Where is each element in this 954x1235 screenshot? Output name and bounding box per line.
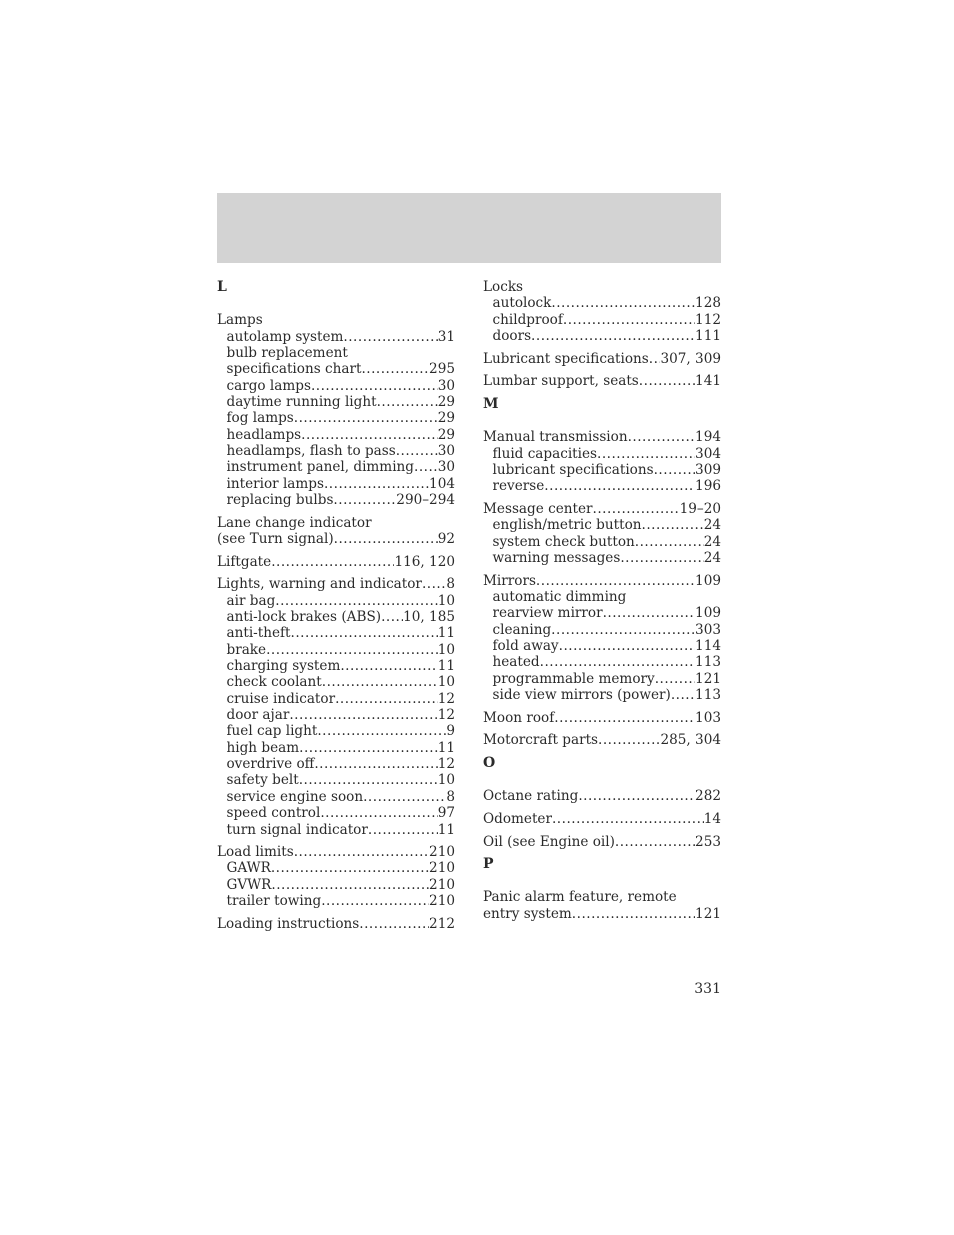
entry-page-ref: 19–20 <box>679 500 721 517</box>
dot-leader <box>321 893 429 909</box>
entry-label: rearview mirror <box>492 605 603 622</box>
index-entry <box>217 576 455 838</box>
index-heading <box>217 554 455 570</box>
index-entry <box>483 811 721 827</box>
entry-label: doors <box>492 328 532 345</box>
index-subentry <box>217 459 455 475</box>
entry-label: Lane change indicator <box>217 514 372 531</box>
dot-leader <box>598 732 660 748</box>
dot-leader <box>597 446 695 462</box>
entry-page-ref: 112 <box>695 311 721 328</box>
entry-label: warning messages <box>492 549 621 566</box>
entry-label: autolamp system <box>226 328 344 345</box>
dot-leader <box>540 654 695 670</box>
entry-page-ref: 309 <box>695 461 721 478</box>
dot-leader <box>299 772 438 788</box>
dot-leader <box>615 834 695 850</box>
index-subentry <box>217 378 455 394</box>
index-subentry <box>217 707 455 723</box>
dot-leader <box>271 877 429 893</box>
dot-leader <box>334 531 438 547</box>
index-entry <box>483 889 721 922</box>
dot-leader <box>554 710 695 726</box>
entry-label: air bag <box>226 592 276 609</box>
index-subentry <box>217 822 455 838</box>
dot-leader <box>377 394 438 410</box>
entry-page-ref: 210 <box>429 876 455 893</box>
index-subentry <box>217 593 455 609</box>
entry-page-ref: 128 <box>695 295 721 312</box>
dot-leader <box>578 788 695 804</box>
dot-leader <box>654 462 695 478</box>
entry-label: fluid capacities <box>492 445 598 462</box>
index-subentry <box>483 550 721 566</box>
entry-label: entry system <box>483 905 572 922</box>
entry-label: reverse <box>492 478 545 495</box>
dot-leader <box>294 410 438 426</box>
section-letter: L <box>217 279 227 295</box>
dot-leader <box>361 361 429 377</box>
dot-leader <box>271 554 394 570</box>
entry-page-ref: 253 <box>695 833 721 850</box>
dot-leader <box>299 740 438 756</box>
index-entry <box>483 279 721 344</box>
index-heading <box>483 889 721 905</box>
entry-page-ref: 10 <box>437 641 455 658</box>
entry-page-ref: 12 <box>437 690 455 707</box>
entry-label: bulb replacement <box>226 344 348 361</box>
dot-leader <box>311 378 438 394</box>
entry-label: Odometer <box>483 810 552 827</box>
entry-page-ref: 304 <box>695 445 721 462</box>
dot-leader <box>294 844 429 860</box>
entry-label: trailer towing <box>226 893 322 910</box>
entry-label: Moon roof <box>483 709 555 726</box>
index-heading <box>483 373 721 389</box>
dot-leader <box>275 593 437 609</box>
entry-label: system check button <box>492 533 635 550</box>
index-subentry <box>483 687 721 703</box>
entry-label: headlamps <box>226 426 302 443</box>
entry-label: replacing bulbs <box>226 492 334 509</box>
index-subentry <box>217 860 455 876</box>
entry-label: heated <box>492 654 540 671</box>
entry-label: lubricant specifications <box>492 461 654 478</box>
entry-page-ref: 11 <box>437 625 455 642</box>
entry-page-ref: 116, 120 <box>394 553 455 570</box>
index-subentry <box>217 805 455 821</box>
entry-page-ref: 8 <box>446 576 455 593</box>
index-subentry <box>217 658 455 674</box>
entry-label: Octane rating <box>483 788 579 805</box>
index-heading <box>217 531 455 547</box>
index-column-right <box>483 279 721 928</box>
entry-page-ref: 31 <box>437 328 455 345</box>
index-subentry <box>217 361 455 377</box>
entry-page-ref: 92 <box>437 531 455 548</box>
entry-label: Load limits <box>217 844 294 861</box>
index-subentry <box>217 642 455 658</box>
index-subentry <box>483 605 721 621</box>
index-subentry <box>483 462 721 478</box>
index-subentry <box>217 329 455 345</box>
index-subentry <box>483 654 721 670</box>
dot-leader <box>291 625 438 641</box>
index-entry <box>483 429 721 494</box>
dot-leader <box>271 860 429 876</box>
entry-page-ref: 113 <box>695 654 721 671</box>
dot-leader <box>363 789 446 805</box>
entry-label: GVWR <box>226 876 272 893</box>
entry-page-ref: 104 <box>429 475 455 492</box>
index-subentry <box>483 589 721 605</box>
index-subentry <box>217 410 455 426</box>
entry-label: high beam <box>226 739 300 756</box>
index-subentry <box>217 740 455 756</box>
entry-page-ref: 285, 304 <box>660 732 721 749</box>
entry-page-ref: 30 <box>437 443 455 460</box>
index-subentry <box>217 723 455 739</box>
index-subentry <box>217 893 455 909</box>
entry-page-ref: 212 <box>429 915 455 932</box>
entry-label: check coolant <box>226 674 322 691</box>
dot-leader <box>635 534 704 550</box>
entry-label: brake <box>226 641 267 658</box>
entry-label: charging system <box>226 658 341 675</box>
entry-label: speed control <box>226 805 321 822</box>
index-entry <box>483 834 721 850</box>
index-subentry <box>483 534 721 550</box>
dot-leader <box>628 429 695 445</box>
index-heading <box>483 732 721 748</box>
entry-label: programmable memory <box>492 670 655 687</box>
index-heading <box>483 279 721 295</box>
entry-label: headlamps, flash to pass <box>226 443 396 460</box>
entry-label: daytime running light <box>226 394 377 411</box>
entry-page-ref: 12 <box>437 707 455 724</box>
index-subentry <box>483 328 721 344</box>
index-heading <box>483 811 721 827</box>
dot-leader <box>335 691 438 707</box>
entry-page-ref: 303 <box>695 621 721 638</box>
index-subentry <box>483 517 721 533</box>
index-entry <box>483 710 721 726</box>
entry-label: service engine soon <box>226 788 364 805</box>
entry-label: cargo lamps <box>226 377 311 394</box>
index-subentry <box>217 789 455 805</box>
entry-page-ref: 14 <box>703 810 721 827</box>
index-entry <box>483 732 721 748</box>
entry-label: specifications chart <box>226 361 362 378</box>
header-band <box>217 193 721 263</box>
index-entry <box>483 501 721 566</box>
entry-label: Liftgate <box>217 553 272 570</box>
entry-page-ref: 24 <box>703 517 721 534</box>
entry-label: safety belt <box>226 772 299 789</box>
index-heading <box>217 844 455 860</box>
index-subentry <box>483 312 721 328</box>
index-subentry <box>483 638 721 654</box>
entry-page-ref: 109 <box>695 572 721 589</box>
entry-label: fuel cap light <box>226 723 318 740</box>
dot-leader <box>396 443 438 459</box>
entry-page-ref: 114 <box>695 637 721 654</box>
entry-page-ref: 10, 185 <box>403 609 455 626</box>
index-subentry <box>217 772 455 788</box>
index-heading <box>483 573 721 589</box>
index-subentry <box>217 756 455 772</box>
index-entry <box>483 573 721 704</box>
index-subentry <box>217 877 455 893</box>
index-heading <box>483 710 721 726</box>
dot-leader <box>649 351 661 367</box>
entry-page-ref: 11 <box>437 658 455 675</box>
entry-label: GAWR <box>226 860 271 877</box>
entry-page-ref: 282 <box>695 788 721 805</box>
dot-leader <box>324 476 429 492</box>
index-subentry <box>483 671 721 687</box>
page-number: 331 <box>694 981 721 997</box>
index-heading <box>483 788 721 804</box>
entry-page-ref: 196 <box>695 478 721 495</box>
dot-leader <box>340 658 437 674</box>
dot-leader <box>422 576 446 592</box>
dot-leader <box>314 756 437 772</box>
entry-label: interior lamps <box>226 475 324 492</box>
dot-leader <box>320 805 437 821</box>
entry-label: automatic dimming <box>492 588 627 605</box>
dot-leader <box>551 295 695 311</box>
dot-leader <box>266 642 438 658</box>
dot-leader <box>551 622 695 638</box>
dot-leader <box>620 550 703 566</box>
dot-leader <box>559 638 695 654</box>
entry-page-ref: 29 <box>437 394 455 411</box>
dot-leader <box>289 707 437 723</box>
index-subentry <box>217 427 455 443</box>
dot-leader <box>642 517 704 533</box>
entry-label: Panic alarm feature, remote <box>483 889 677 906</box>
index-entry <box>217 916 455 932</box>
entry-label: (see Turn signal) <box>217 531 334 548</box>
entry-label: instrument panel, dimming <box>226 459 414 476</box>
entry-label: Loading instructions <box>217 915 360 932</box>
entry-label: fold away <box>492 637 559 654</box>
entry-label: Mirrors <box>483 572 536 589</box>
entry-label: Lumbar support, seats <box>483 373 639 390</box>
entry-page-ref: 11 <box>437 739 455 756</box>
entry-label: Lights, warning and indicator <box>217 576 422 593</box>
entry-page-ref: 30 <box>437 459 455 476</box>
entry-page-ref: 103 <box>695 709 721 726</box>
entry-page-ref: 29 <box>437 410 455 427</box>
index-subentry <box>217 609 455 625</box>
index-subentry <box>217 345 455 361</box>
entry-page-ref: 290–294 <box>396 492 455 509</box>
dot-leader <box>593 501 680 517</box>
entry-label: side view mirrors (power) <box>492 687 671 703</box>
entry-label: Oil (see Engine oil) <box>483 833 615 850</box>
index-entry <box>217 844 455 909</box>
index-subentry <box>217 674 455 690</box>
index-subentry <box>217 625 455 641</box>
section-letter: O <box>483 754 496 771</box>
index-heading <box>483 834 721 850</box>
section-letter: M <box>483 395 499 412</box>
entry-page-ref: 8 <box>446 788 455 805</box>
dot-leader <box>655 671 695 687</box>
entry-page-ref: 24 <box>703 533 721 550</box>
entry-label: Lamps <box>217 312 263 329</box>
dot-leader <box>343 329 437 345</box>
entry-page-ref: 307, 309 <box>660 350 721 367</box>
index-heading <box>217 916 455 932</box>
dot-leader <box>414 459 438 475</box>
dot-leader <box>563 312 695 328</box>
entry-page-ref: 210 <box>429 893 455 910</box>
index-heading <box>217 312 455 328</box>
index-subentry <box>217 492 455 508</box>
entry-page-ref: 9 <box>446 723 455 740</box>
entry-label: Motorcraft parts <box>483 732 599 749</box>
entry-page-ref: 210 <box>429 860 455 877</box>
index-subentry <box>217 443 455 459</box>
dot-leader <box>531 328 695 344</box>
entry-page-ref: 30 <box>437 377 455 394</box>
section-letter: P <box>483 856 494 873</box>
entry-page-ref: 109 <box>695 605 721 622</box>
index-heading <box>483 906 721 922</box>
index-entry <box>217 515 455 548</box>
entry-label: anti-lock brakes (ABS) <box>226 609 382 626</box>
entry-page-ref: 121 <box>695 905 721 922</box>
index-heading <box>483 429 721 445</box>
index-subentry <box>217 394 455 410</box>
dot-leader <box>552 811 704 827</box>
entry-page-ref: 141 <box>695 373 721 390</box>
index-heading <box>217 576 455 592</box>
dot-leader <box>317 723 446 739</box>
index-subentry <box>483 478 721 494</box>
entry-page-ref: 113 <box>695 687 721 703</box>
index-subentry <box>483 295 721 311</box>
entry-label: cleaning <box>492 621 552 638</box>
dot-leader <box>381 609 403 625</box>
index-heading <box>483 501 721 517</box>
entry-label: autolock <box>492 295 552 312</box>
entry-label: door ajar <box>226 707 290 724</box>
index-column-left <box>217 279 455 938</box>
entry-label: Locks <box>483 279 524 295</box>
dot-leader <box>368 822 438 838</box>
dot-leader <box>359 916 429 932</box>
index-heading <box>483 351 721 367</box>
entry-page-ref: 10 <box>437 674 455 691</box>
entry-page-ref: 12 <box>437 756 455 773</box>
entry-label: anti-theft <box>226 625 291 642</box>
entry-label: cruise indicator <box>226 690 336 707</box>
dot-leader <box>572 906 695 922</box>
index-subentry <box>217 476 455 492</box>
entry-label: overdrive off <box>226 756 315 773</box>
entry-page-ref: 97 <box>437 805 455 822</box>
dot-leader <box>544 478 695 494</box>
entry-label: childproof <box>492 311 563 328</box>
entry-label: english/metric button <box>492 517 642 534</box>
dot-leader <box>536 573 695 589</box>
index-subentry <box>217 691 455 707</box>
index-entry <box>483 373 721 389</box>
index-entry <box>217 554 455 570</box>
index-entry <box>217 312 455 508</box>
dot-leader <box>301 427 438 443</box>
dot-leader <box>639 373 695 389</box>
entry-page-ref: 295 <box>429 361 455 378</box>
entry-page-ref: 111 <box>695 328 721 345</box>
entry-page-ref: 29 <box>437 426 455 443</box>
index-subentry <box>483 622 721 638</box>
index-entry <box>483 788 721 804</box>
index-entry <box>483 351 721 367</box>
dot-leader <box>333 492 396 508</box>
dot-leader <box>603 605 695 621</box>
entry-page-ref: 10 <box>437 592 455 609</box>
entry-page-ref: 194 <box>695 429 721 446</box>
dot-leader <box>671 687 695 703</box>
index-subentry <box>483 446 721 462</box>
entry-page-ref: 11 <box>437 821 455 838</box>
entry-label: Manual transmission <box>483 429 628 446</box>
entry-label: Message center <box>483 500 593 517</box>
entry-page-ref: 210 <box>429 844 455 861</box>
entry-page-ref: 10 <box>437 772 455 789</box>
entry-page-ref: 24 <box>703 549 721 566</box>
entry-label: Lubricant specifications <box>483 350 649 367</box>
dot-leader <box>322 674 438 690</box>
index-heading <box>217 515 455 531</box>
entry-label: fog lamps <box>226 410 294 427</box>
entry-page-ref: 121 <box>695 670 721 687</box>
entry-label: turn signal indicator <box>226 821 368 838</box>
